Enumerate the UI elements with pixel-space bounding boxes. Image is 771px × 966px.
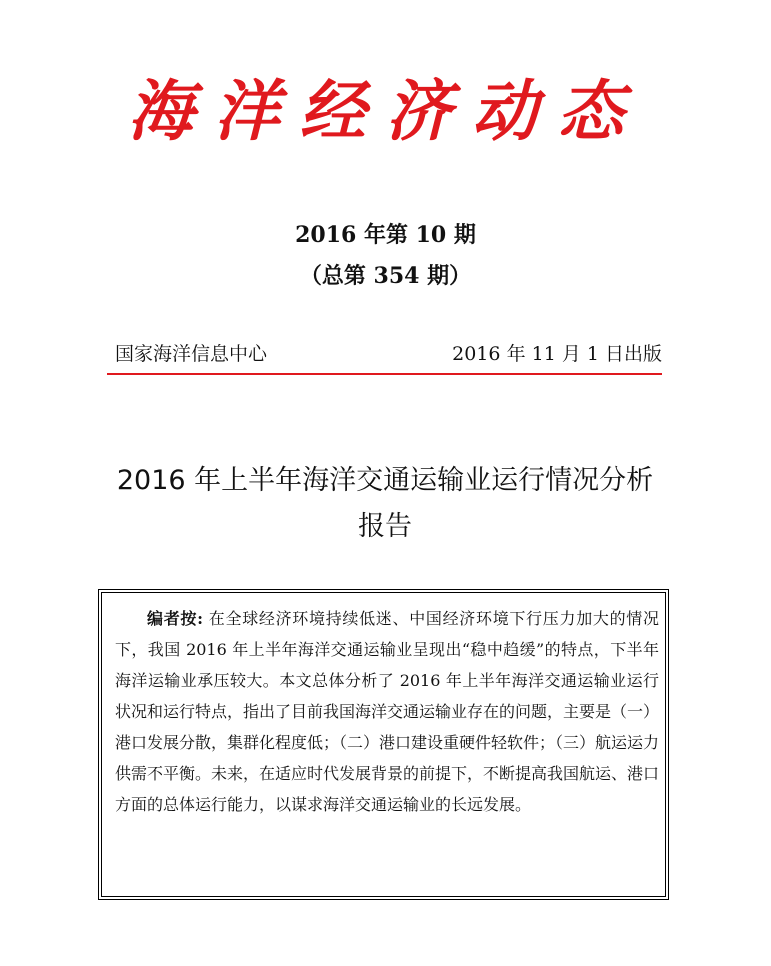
masthead-title: 海洋经济动态: [127, 72, 644, 150]
editor-note-label: 编者按:: [147, 609, 204, 628]
article-title: 2016 年上半年海洋交通运输业运行情况分析报告: [116, 465, 654, 542]
editor-note: [115, 603, 659, 820]
red-divider: [107, 373, 662, 375]
editor-note-text: 在全球经济环境持续低迷、中国经济环境下行压力加大的情况下，我国 2016 年上半年海洋交通运输业呈现出“稳中趋缓”的特点，下半年海洋运输业承压较大。本文总体分析了 2016 年上半年海洋交通运输业运行状况和运行特点，指出了目前我国海洋交通运输业存在的问题，主要是（一）港口发展分散，集群化程度低；（二）港口建设重硬件轻软件；（三）航运运力供需不平衡。未来，在适应时代发展背景的前提下，不断提高我国航运、港口方面的总体运行能力，以谋求海洋交通运输业的长远发展。: [115, 609, 660, 814]
publication-date: 2016 年 11 月 1 日出版: [452, 342, 662, 365]
publication-info-row: [115, 338, 662, 366]
editor-note-box: [101, 592, 666, 897]
publisher-name: 国家海洋信息中心: [115, 342, 268, 365]
issue-total: （总第 354 期）: [299, 263, 472, 289]
issue-number: 2016 年第 10 期: [295, 222, 476, 248]
